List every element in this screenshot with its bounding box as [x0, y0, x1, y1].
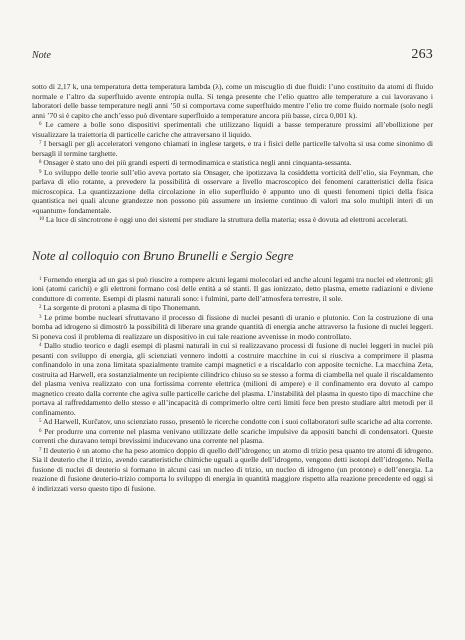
footnote-text: sotto di 2,17 k, una temperatura detta temperatura lambda (λ), come un miscuglio di due fluidi: l’uno costituito da atomi di fluido normale e l’altro da superfluido avente entropia nulla. Si tenga presente che l’elio quattro alle temperature a cui lavoravano i laboratori delle basse temperature negli anni ’50 si comportava come superfluido mentre l’elio tre come fluido normale (solo negli anni ’70 si è capito che anch’esso può diventare superfluido a temperature ancora più basse, circa 0,001 k). [32, 82, 433, 120]
footnote-text: La sorgente di protoni a plasma di tipo Thonemann. [43, 303, 201, 312]
footnote [32, 215, 433, 225]
footnote-continuation [32, 82, 433, 120]
footnote-number: 6 [39, 428, 42, 434]
footnote-text: Fornendo energia ad un gas si può riuscire a rompere alcuni legami molecolari ed anche alcuni legami tra nuclei ed elettroni; gli ioni (atomi carichi) e gli elettroni formano così delle entità a sé stanti. Il gas ionizzato, detto plasma, emette radiazioni e diviene conduttore di corrente. Esempi di plasmi naturali sono: i fulmini, parte dell’atmosfera terrestre, il sole. [32, 274, 433, 303]
footnote-number: 7 [39, 447, 42, 453]
footnote [32, 427, 433, 446]
footnote [32, 120, 433, 139]
footnote-text: Ad Harwell, Kurčatov, uno scienziato russo, presentò le ricerche condotte con i suoi collaboratori sulle scariche ad alta corrente. [42, 417, 433, 426]
footnote-text: Dallo studio teorico e dagli esempi di plasmi naturali in cui si realizzavano processi di fusione di nuclei leggeri in nuclei più pesanti con sviluppo di energia, gli scienziati vennero indotti a costruire macchine in cui si riusciva a comprimere il plasma confinandolo in una zona limitata spazialmente tramite campi magnetici e a riscaldarlo con apposite tecniche. La macchina Zeta, costruita ad Harwell, era sostanzialmente un recipiente cilindrico chiuso su se stesso a forma di ciambella nel quale il riscaldamento del plasma veniva realizzato con una fortissima corrente elettrica (milioni di ampere) e il confinamento era dovuto al campo magnetico creato dalla corrente che agiva sulle particelle cariche del plasma. L’instabilità del plasma in questo tipo di macchine che portava al raffreddamento dello stesso e all’incapacità di comprimerlo oltre certi limiti fece ben presto studiare altri metodi per il confinamento. [32, 341, 433, 417]
footnote [32, 275, 433, 304]
footnote-number: 5 [39, 419, 42, 424]
footnote [32, 303, 433, 313]
footnote-text: Le camere a bolle sono dispositivi sperimentali che utilizzano liquidi a basse temperature prossimi all’ebollizione per visualizzare la traiettoria di particelle cariche che attraversano il liquido. [32, 120, 433, 139]
footnote [32, 158, 433, 168]
footnote [32, 417, 433, 427]
footnote-text: La luce di sincrotrone è oggi uno dei sistemi per studiare la struttura della materia; essa è dovuta ad elettroni accelerati. [45, 215, 408, 224]
footnote [32, 341, 433, 417]
footnote-number: 1 [39, 276, 42, 282]
running-head-section: Note [32, 50, 51, 61]
footnote-number: 9 [39, 169, 42, 175]
footnote-text: Per produrre una corrente nel plasma venivano utilizzate delle scariche impulsive da appositi banchi di condensatori. Queste correnti che duravano tempi brevissimi inducevano una corrente nel plasma. [32, 426, 434, 445]
notes-list [32, 275, 433, 494]
footnote [32, 139, 433, 158]
footnote-text: Le prime bombe nucleari sfruttavano il processo di fissione di nuclei pesanti di uranio e plutonio. Con la costruzione di una bomba ad idrogeno si dimostrò la possibilità di liberare una grande quantità di energia anche attraverso la fusione di nuclei leggeri. Si poneva così il problema di realizzare un dispositivo in cui tale reazione avvenisse in modo controllato. [32, 312, 433, 341]
footnote-number: 2 [39, 305, 42, 310]
footnote-text: Onsager è stato uno dei più grandi esperti di termodinamica e statistica negli anni cinquanta-sessanta. [43, 158, 352, 167]
footnote-text: Il deuterio è un atomo che ha peso atomico doppio di quello dell’idrogeno; un atomo di trizio pesa quanto tre atomi di idrogeno. Sia il deuterio che il trizio, avendo caratteristiche chimiche uguali a quelle dell’idrogeno, vengono detti isotopi dell’idrogeno. Nella fusione di nuclei di deuterio si formano in alcuni casi un nucleo di trizio, un nucleo di idrogeno (un protone) e dell’energia. La reazione di fusione deuterio-trizio comporta lo sviluppo di energia in quantità maggiore rispetto alla reazione precedente ed oggi si è indirizzati verso questo tipo di fusione. [32, 445, 433, 493]
footnote-text: I bersagli per gli acceleratori vengono chiamati in inglese targets, e tra i fisici delle particelle talvolta si usa come sinonimo di bersagli il termine targhette. [32, 139, 433, 158]
footnote-number: 4 [39, 343, 42, 348]
footnote-number: 10 [39, 217, 44, 222]
footnote [32, 446, 433, 494]
footnote [32, 168, 433, 216]
footnote-text: Lo sviluppo delle teorie sull’elio aveva portato sia Onsager, che ipotizzava la cosiddetta vorticità dell’elio, sia Feynman, che parlava di elio rotante, a prevedere la possibilità di osservare a livello macroscopico dei fenomeni caratteristici della fisica microscopica. La quantizzazione della circolazione in elio superfluido è appunto uno di questi fenomeni tipici della fisica quantistica nei quali alcune grandezze non possono più assumere un insieme continuo di valori ma solo multipli interi di un «quantum» fondamentale. [32, 167, 433, 215]
footnote-number: 8 [39, 160, 42, 165]
page-number: 263 [411, 47, 433, 62]
notes-continuation [32, 82, 433, 225]
footnote [32, 313, 433, 342]
running-header [32, 47, 433, 63]
section-title: Note al colloquio con Bruno Brunelli e Sergio Segre [32, 248, 294, 263]
footnote-number: 7 [39, 141, 42, 146]
footnote-number: 6 [39, 122, 42, 127]
footnote-number: 3 [39, 314, 42, 320]
page-body [32, 82, 433, 493]
